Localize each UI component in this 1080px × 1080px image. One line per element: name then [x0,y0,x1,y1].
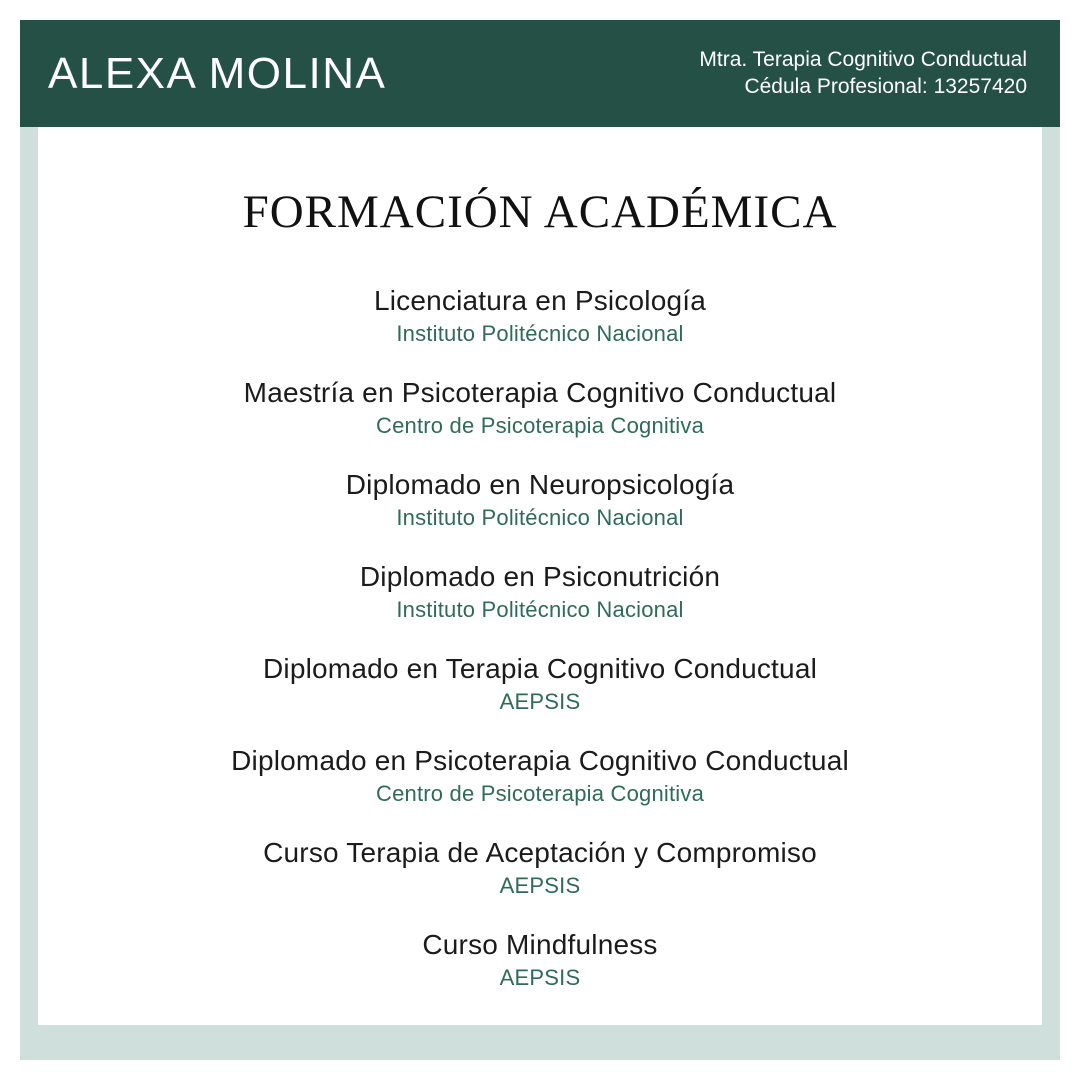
list-item [78,743,1002,809]
section-title: FORMACIÓN ACADÉMICA [242,186,838,238]
credentials-block [699,47,1027,101]
credential-license: Cédula Profesional: 13257420 [744,74,1027,98]
list-item [78,651,1002,717]
credential-degree: Mtra. Terapia Cognitivo Conductual [699,47,1027,71]
entry-title: Curso Mindfulness [422,928,658,960]
entry-title: Curso Terapia de Aceptación y Compromiso [263,836,817,868]
list-item [78,835,1002,901]
card-header [20,20,1060,127]
list-item [78,927,1002,993]
education-list [38,283,1042,993]
entry-institution: AEPSIS [499,873,581,899]
content-sheet [38,127,1042,1025]
entry-title: Diplomado en Psiconutrición [359,560,721,592]
entry-institution: AEPSIS [499,965,581,991]
list-item [78,467,1002,533]
entry-title: Diplomado en Psicoterapia Cognitivo Conductual [231,744,849,776]
entry-title: Maestría en Psicoterapia Cognitivo Conductual [243,376,837,408]
professional-name: ALEXA MOLINA [48,48,387,98]
entry-institution: Instituto Politécnico Nacional [396,597,684,623]
profile-card [20,20,1060,1060]
list-item [78,559,1002,625]
list-item [78,375,1002,441]
entry-title: Diplomado en Terapia Cognitivo Conductual [262,652,818,684]
entry-institution: Centro de Psicoterapia Cognitiva [375,413,705,439]
list-item [78,283,1002,349]
entry-title: Diplomado en Neuropsicología [345,468,735,500]
entry-institution: AEPSIS [499,689,581,715]
entry-title: Licenciatura en Psicología [373,285,707,316]
entry-institution: Centro de Psicoterapia Cognitiva [375,781,705,807]
entry-institution: Instituto Politécnico Nacional [396,505,684,531]
entry-institution: Instituto Politécnico Nacional [396,321,684,347]
